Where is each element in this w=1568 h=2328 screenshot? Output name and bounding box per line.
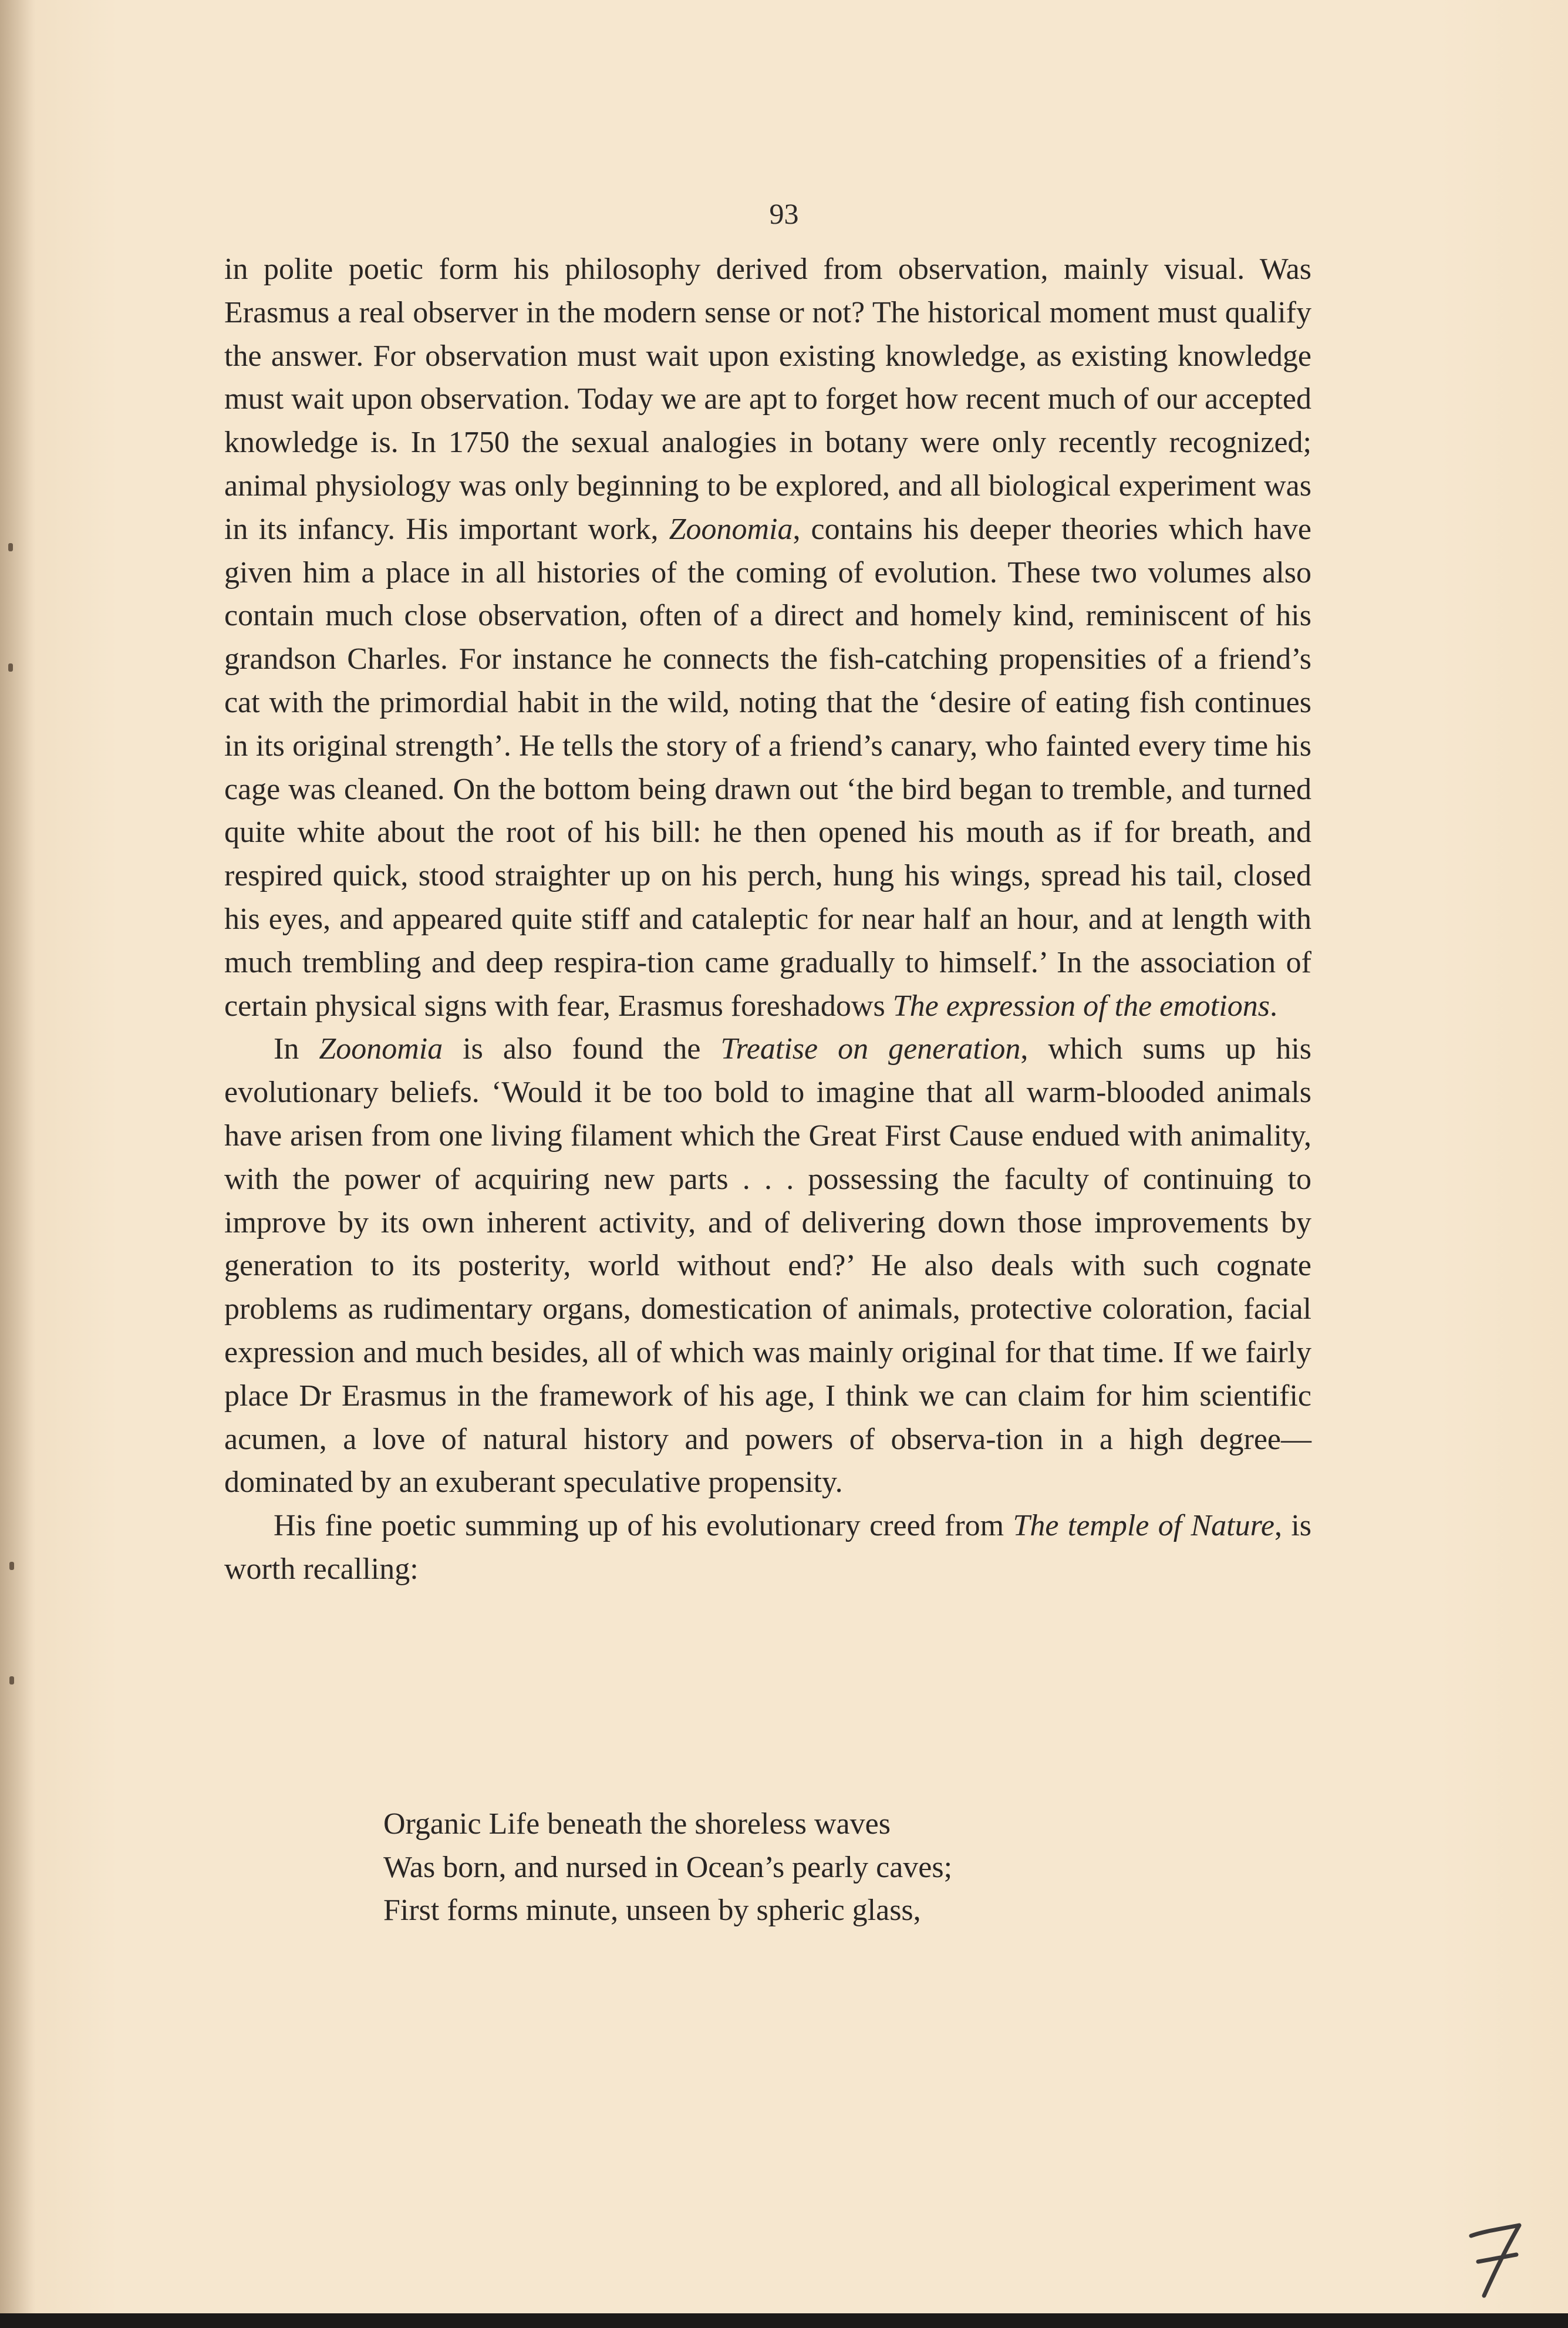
verse-quotation <box>383 1803 952 1932</box>
verse-line: First forms minute, unseen by spheric glass, <box>383 1894 921 1927</box>
binding-shadow <box>0 0 35 2313</box>
text-run: in polite poetic form his philosophy derived from observation, mainly visual. Was Erasmus a real observer in the modern sense or not? The historical moment must qualify the answer. For observation must wait upon existing knowledge, as existing knowledge must wait upon observation. Today we are apt to forget how recent much of our accepted knowledge is. In 1750 the sexual analogies in botany were only recently recognized; animal physiology was only beginning to be explored, and all biological experiment was in its infancy. His important work, <box>224 252 1311 546</box>
text-run: , is worth recalling: <box>224 1509 1312 1586</box>
margin-mark <box>8 543 13 551</box>
text-run: His fine poetic summing up of his evolutionary creed from <box>274 1509 1013 1543</box>
italic-title: Zoonomia <box>319 1032 443 1066</box>
margin-mark <box>9 1562 14 1570</box>
handwritten-folio-number <box>1461 2214 1531 2302</box>
body-text <box>224 248 1311 1591</box>
margin-mark <box>8 663 13 672</box>
italic-title: Treatise on generation <box>720 1032 1021 1066</box>
text-run: , contains his deeper theories which have given him a place in all histories of the coming of evolution. These two volumes also contain much close observation, often of a direct and homely kind, reminiscent of his grandson Charles. For instance he connects the fish-catching propensities of a friend’s cat with the primordial habit in the wild, noting that the ‘desire of eating fish continues in its original strength’. He tells the story of a friend’s canary, who fainted every time his cage was cleaned. On the bottom being drawn out ‘the bird began to tremble, and turned quite white about the root of his bill: he then opened his mouth as if for breath, and respired quick, stood straighter up on his perch, hung his wings, spread his tail, closed his eyes, and appeared quite stiff and cataleptic for near half an hour, and at length with much trembling and deep respira-tion came gradually to himself.’ In the association of certain physical signs with fear, Erasmus foreshadows <box>224 512 1311 1023</box>
paragraph <box>224 1027 1311 1504</box>
text-run: In <box>274 1032 319 1066</box>
paragraph <box>224 1504 1311 1591</box>
text-run: is also found the <box>443 1032 721 1066</box>
page-number: 93 <box>769 197 799 230</box>
paragraph <box>224 248 1311 1027</box>
italic-title: Zoonomia <box>669 512 793 546</box>
verse-line: Was born, and nursed in Ocean’s pearly caves; <box>383 1850 953 1884</box>
italic-title: The expression of the emotions <box>892 989 1270 1023</box>
text-run: . <box>1269 989 1277 1023</box>
text-run: , which sums up his evolutionary beliefs. ‘Would it be too bold to imagine that all warm-blooded animals have arisen from one living filament which the Great First Cause endued with animality, with the power of acquiring new parts . . . possessing the faculty of continuing to improve by its own inherent activity, and of delivering down those improvements by generation to its posterity, world without end?’ He also deals with such cognate problems as rudimentary organs, domestication of animals, protective coloration, facial expression and much besides, all of which was mainly original for that time. If we fairly place Dr Erasmus in the framework of his age, I think we can claim for him scientific acumen, a love of natural history and powers of observa-tion in a high degree—dominated by an exuberant speculative propensity. <box>224 1032 1311 1500</box>
verse-line: Organic Life beneath the shoreless waves <box>383 1807 891 1841</box>
scan-border <box>0 2313 1568 2328</box>
italic-title: The temple of Nature <box>1013 1509 1274 1543</box>
margin-mark <box>9 1676 14 1684</box>
